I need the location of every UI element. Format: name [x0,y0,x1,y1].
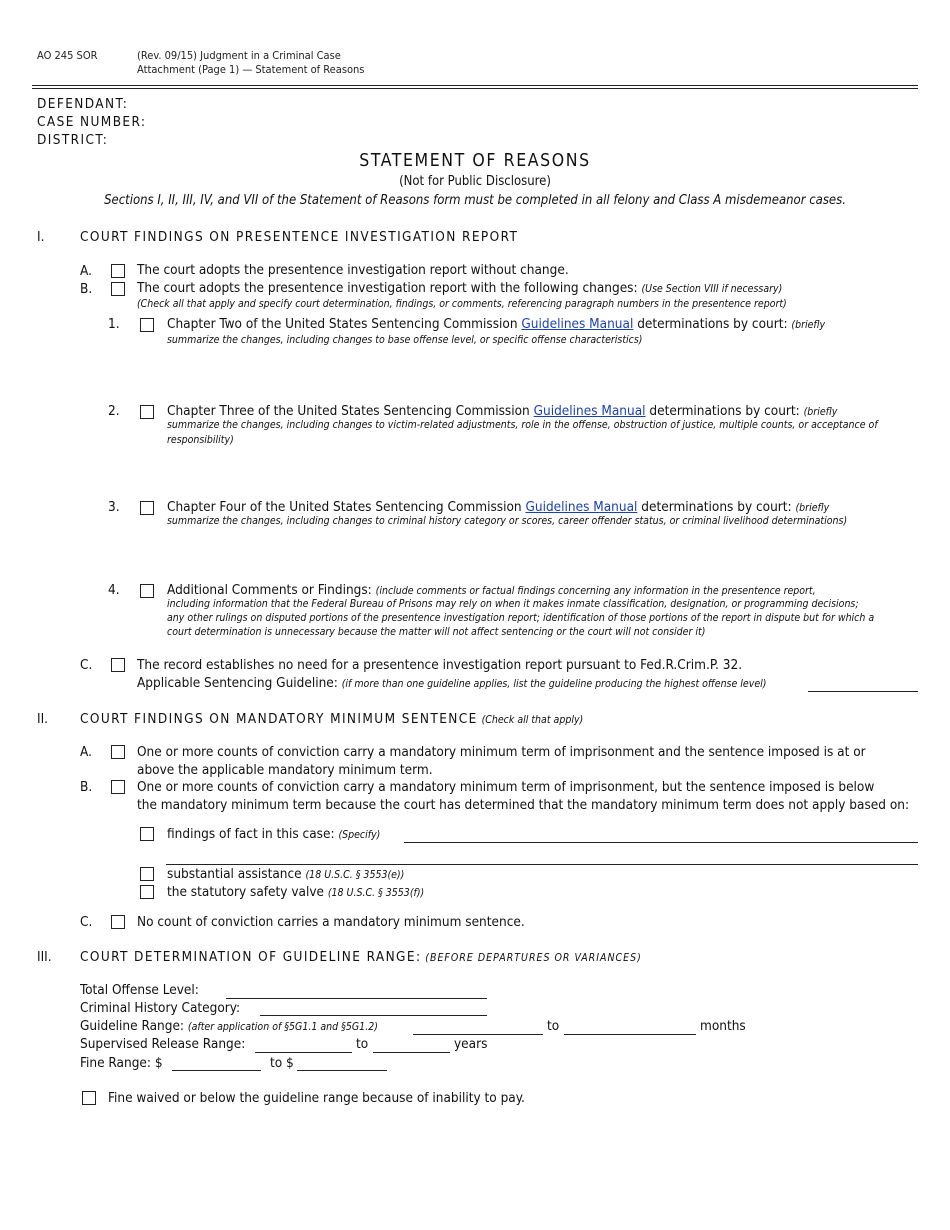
defendant-label: DEFENDANT: [37,96,129,112]
item-3-text: Chapter Four of the United States Sentencing Commission [167,499,522,515]
supervised-release-from-field[interactable] [255,1052,352,1053]
section-1b-checkbox[interactable] [111,282,125,296]
section-1c-letter: C. [80,657,93,673]
section-2-number: II. [37,711,49,727]
findings-checkbox[interactable] [140,827,154,841]
section-1b-letter: B. [80,281,93,297]
guideline-range-from-field[interactable] [413,1034,543,1035]
section-2b-letter: B. [80,779,93,795]
fine-range-to-field[interactable] [297,1070,387,1071]
section-1b-note: (Use Section VIII if necessary) [641,283,783,295]
item-4-line [167,582,816,598]
header-rule [32,85,918,86]
item-4-note-4: court determination is unnecessary because the matter will not affect sentencing or the court will not consider it) [167,626,706,638]
guideline-range-label: Guideline Range: [80,1018,185,1034]
item-3-note-start: (briefly [795,502,830,514]
section-2a-text: One or more counts of conviction carry a mandatory minimum term of imprisonment and the sentence imposed is at or [137,744,866,760]
revision-line: (Rev. 09/15) Judgment in a Criminal Case [137,49,341,62]
item-3-note: summarize the changes, including changes to criminal history category or scores, career offender status, or criminal livelihood determinations) [167,515,848,527]
header-rule-2 [32,88,918,89]
item-2-note: summarize the changes, including changes to victim-related adjustments, role in the offense, obstruction of justice, multiple counts, or acceptance of [167,419,878,431]
item-1-checkbox[interactable] [140,318,154,332]
section-3-heading-note: (BEFORE DEPARTURES OR VARIANCES) [425,952,642,964]
applicable-guideline-note: (if more than one guideline applies, list the guideline producing the highest offense level) [341,678,767,690]
item-1-text: Chapter Two of the United States Sentencing Commission [167,316,518,332]
page-subtitle: (Not for Public Disclosure) [399,174,551,189]
findings-label: findings of fact in this case: [167,826,335,842]
item-1-note: summarize the changes, including changes to base offense level, or specific offense characteristics) [167,334,643,346]
criminal-history-field[interactable] [260,1015,487,1016]
item-2-number: 2. [108,403,120,419]
section-1a-checkbox[interactable] [111,264,125,278]
findings-line [167,826,380,842]
item-2-note-end: responsibility) [167,434,234,446]
item-4-note-start: (include comments or factual findings concerning any information in the presentence report, [375,585,816,597]
guideline-range-to: to [547,1018,560,1034]
section-2-heading: COURT FINDINGS ON MANDATORY MINIMUM SENTENCE [80,711,478,727]
section-1b-instructions: (Check all that apply and specify court determination, findings, or comments, referencing paragraph numbers in the presentence report) [137,298,787,310]
supervised-release-to: to [356,1036,369,1052]
section-1a-text: The court adopts the presentence investigation report without change. [137,262,569,278]
guidelines-manual-link-3[interactable]: Guidelines Manual [525,499,638,515]
safety-valve-note: (18 U.S.C. § 3553(f)) [327,887,425,899]
section-2a-checkbox[interactable] [111,745,125,759]
offense-level-label: Total Offense Level: [80,982,199,998]
fine-range-to: to $ [270,1055,294,1071]
findings-field[interactable] [404,842,918,843]
substantial-assistance-note: (18 U.S.C. § 3553(e)) [305,869,405,881]
safety-valve-checkbox[interactable] [140,885,154,899]
fine-range-from-field[interactable] [172,1070,261,1071]
criminal-history-label: Criminal History Category: [80,1000,241,1016]
item-1-determination: determinations by court: [637,316,788,332]
section-1b-line [137,280,782,296]
section-2b-text: One or more counts of conviction carry a mandatory minimum term of imprisonment, but the sentence imposed is below [137,779,875,795]
supervised-release-years: years [454,1036,488,1052]
item-4-checkbox[interactable] [140,584,154,598]
attachment-line: Attachment (Page 1) — Statement of Reasons [137,63,365,76]
item-4-number: 4. [108,582,120,598]
item-2-determination: determinations by court: [649,403,800,419]
section-1-number: I. [37,229,45,245]
findings-note: (Specify) [338,829,381,841]
district-label: DISTRICT: [37,132,109,148]
section-2a-text-cont: above the applicable mandatory minimum term. [137,762,433,778]
safety-valve-label: the statutory safety valve [167,884,324,900]
section-1c-checkbox[interactable] [111,658,125,672]
section-1b-text: The court adopts the presentence investigation report with the following changes: [137,280,638,296]
completion-note: Sections I, II, III, IV, and VII of the Statement of Reasons form must be completed in all felony and Class A misdemeanor cases. [104,193,846,208]
guidelines-manual-link-1[interactable]: Guidelines Manual [521,316,634,332]
case-number-label: CASE NUMBER: [37,114,147,130]
item-1-note-start: (briefly [791,319,826,331]
item-2-text: Chapter Three of the United States Sentencing Commission [167,403,530,419]
guideline-line [137,675,766,691]
guideline-range-to-field[interactable] [564,1034,696,1035]
item-2-line [167,403,837,419]
page-title: STATEMENT OF REASONS [359,151,591,171]
fine-waived-checkbox[interactable] [82,1091,96,1105]
section-1-heading: COURT FINDINGS ON PRESENTENCE INVESTIGATION REPORT [80,229,519,245]
findings-field-2[interactable] [166,864,918,865]
section-2-heading-note: (Check all that apply) [481,714,584,726]
item-4-note-3: any other rulings on disputed portions of the presentence investigation report; identification of those portions of the report in dispute but for which a [167,612,875,624]
section-1c-text: The record establishes no need for a presentence investigation report pursuant to Fed.R.Crim.P. 32. [137,657,743,673]
item-2-checkbox[interactable] [140,405,154,419]
guideline-range-months: months [700,1018,746,1034]
item-3-number: 3. [108,499,120,515]
item-1-line [167,316,825,332]
substantial-assistance-label: substantial assistance [167,866,302,882]
section-2b-text-cont: the mandatory minimum term because the court has determined that the mandatory minimum term does not apply based on: [137,797,910,813]
guideline-range-note: (after application of §5G1.1 and §5G1.2) [187,1021,378,1033]
item-4-label: Additional Comments or Findings: [167,582,372,598]
item-2-note-start: (briefly [803,406,838,418]
safety-line [167,884,424,900]
section-1a-letter: A. [80,263,92,279]
item-3-line [167,499,829,515]
section-3-heading: COURT DETERMINATION OF GUIDELINE RANGE: [80,949,422,965]
section-2b-checkbox[interactable] [111,780,125,794]
applicable-guideline-label: Applicable Sentencing Guideline: [137,675,338,691]
guidelines-manual-link-2[interactable]: Guidelines Manual [533,403,646,419]
section-2c-letter: C. [80,914,93,930]
section-3-heading-line [80,949,642,965]
section-2c-text: No count of conviction carries a mandatory minimum sentence. [137,914,525,930]
item-3-determination: determinations by court: [641,499,792,515]
section-2c-checkbox[interactable] [111,915,125,929]
supervised-release-to-field[interactable] [373,1052,450,1053]
fine-range-label: Fine Range: $ [80,1055,163,1071]
guideline-range-line [80,1018,378,1034]
item-1-number: 1. [108,316,120,332]
offense-level-field[interactable] [226,998,487,999]
assistance-line [167,866,404,882]
fine-waived-text: Fine waived or below the guideline range because of inability to pay. [108,1090,525,1106]
item-3-checkbox[interactable] [140,501,154,515]
section-2-heading-line [80,711,583,727]
applicable-guideline-field[interactable] [808,691,918,692]
supervised-release-label: Supervised Release Range: [80,1036,246,1052]
section-3-number: III. [37,949,52,965]
substantial-assistance-checkbox[interactable] [140,867,154,881]
item-4-note-2: including information that the Federal Bureau of Prisons may rely on when it makes inmate classification, designation, or programming decisions; [167,598,859,610]
section-2a-letter: A. [80,744,92,760]
form-id: AO 245 SOR [37,49,98,62]
